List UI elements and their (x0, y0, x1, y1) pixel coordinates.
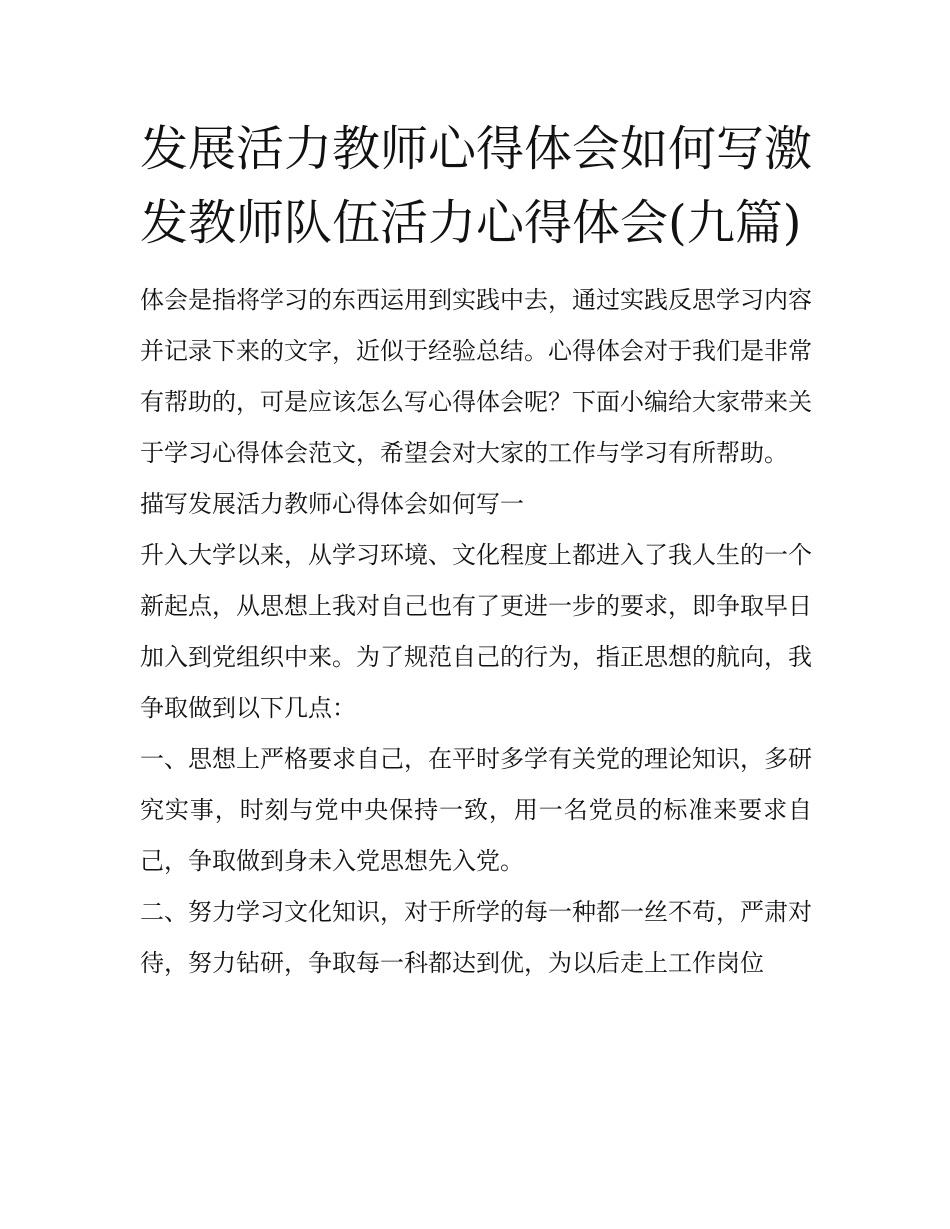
document-title: 发展活力教师心得体会如何写激发教师队伍活力心得体会(九篇) (140, 121, 813, 251)
section-heading: 描写发展活力教师心得体会如何写一 (140, 490, 524, 518)
intro-paragraph: 体会是指将学习的东西运用到实践中去，通过实践反思学习内容并记录下来的文字，近似于经验总结。心得体会对于我们是非常有帮助的，可是应该怎么写心得体会呢？下面小编给大家带来关于学习心得体会范文，希望会对大家的工作与学习有所帮助。 (140, 286, 812, 467)
body-paragraph: 升入大学以来，从学习环境、文化程度上都进入了我人生的一个新起点，从思想上我对自己也有了更进一步的要求，即争取早日加入到党组织中来。为了规范自己的行为，指正思想的航向，我争取做到以下几点： (140, 541, 812, 722)
body-paragraph-point-2: 二、努力学习文化知识，对于所学的每一种都一丝不苟，严肃对待，努力钻研，争取每一科都达到优，为以后走上工作岗位 (140, 898, 812, 977)
body-paragraph-point-1: 一、思想上严格要求自己，在平时多学有关党的理论知识，多研究实事，时刻与党中央保持一致，用一名党员的标准来要求自己，争取做到身未入党思想先入党。 (140, 745, 812, 875)
document-page (140, 112, 812, 989)
